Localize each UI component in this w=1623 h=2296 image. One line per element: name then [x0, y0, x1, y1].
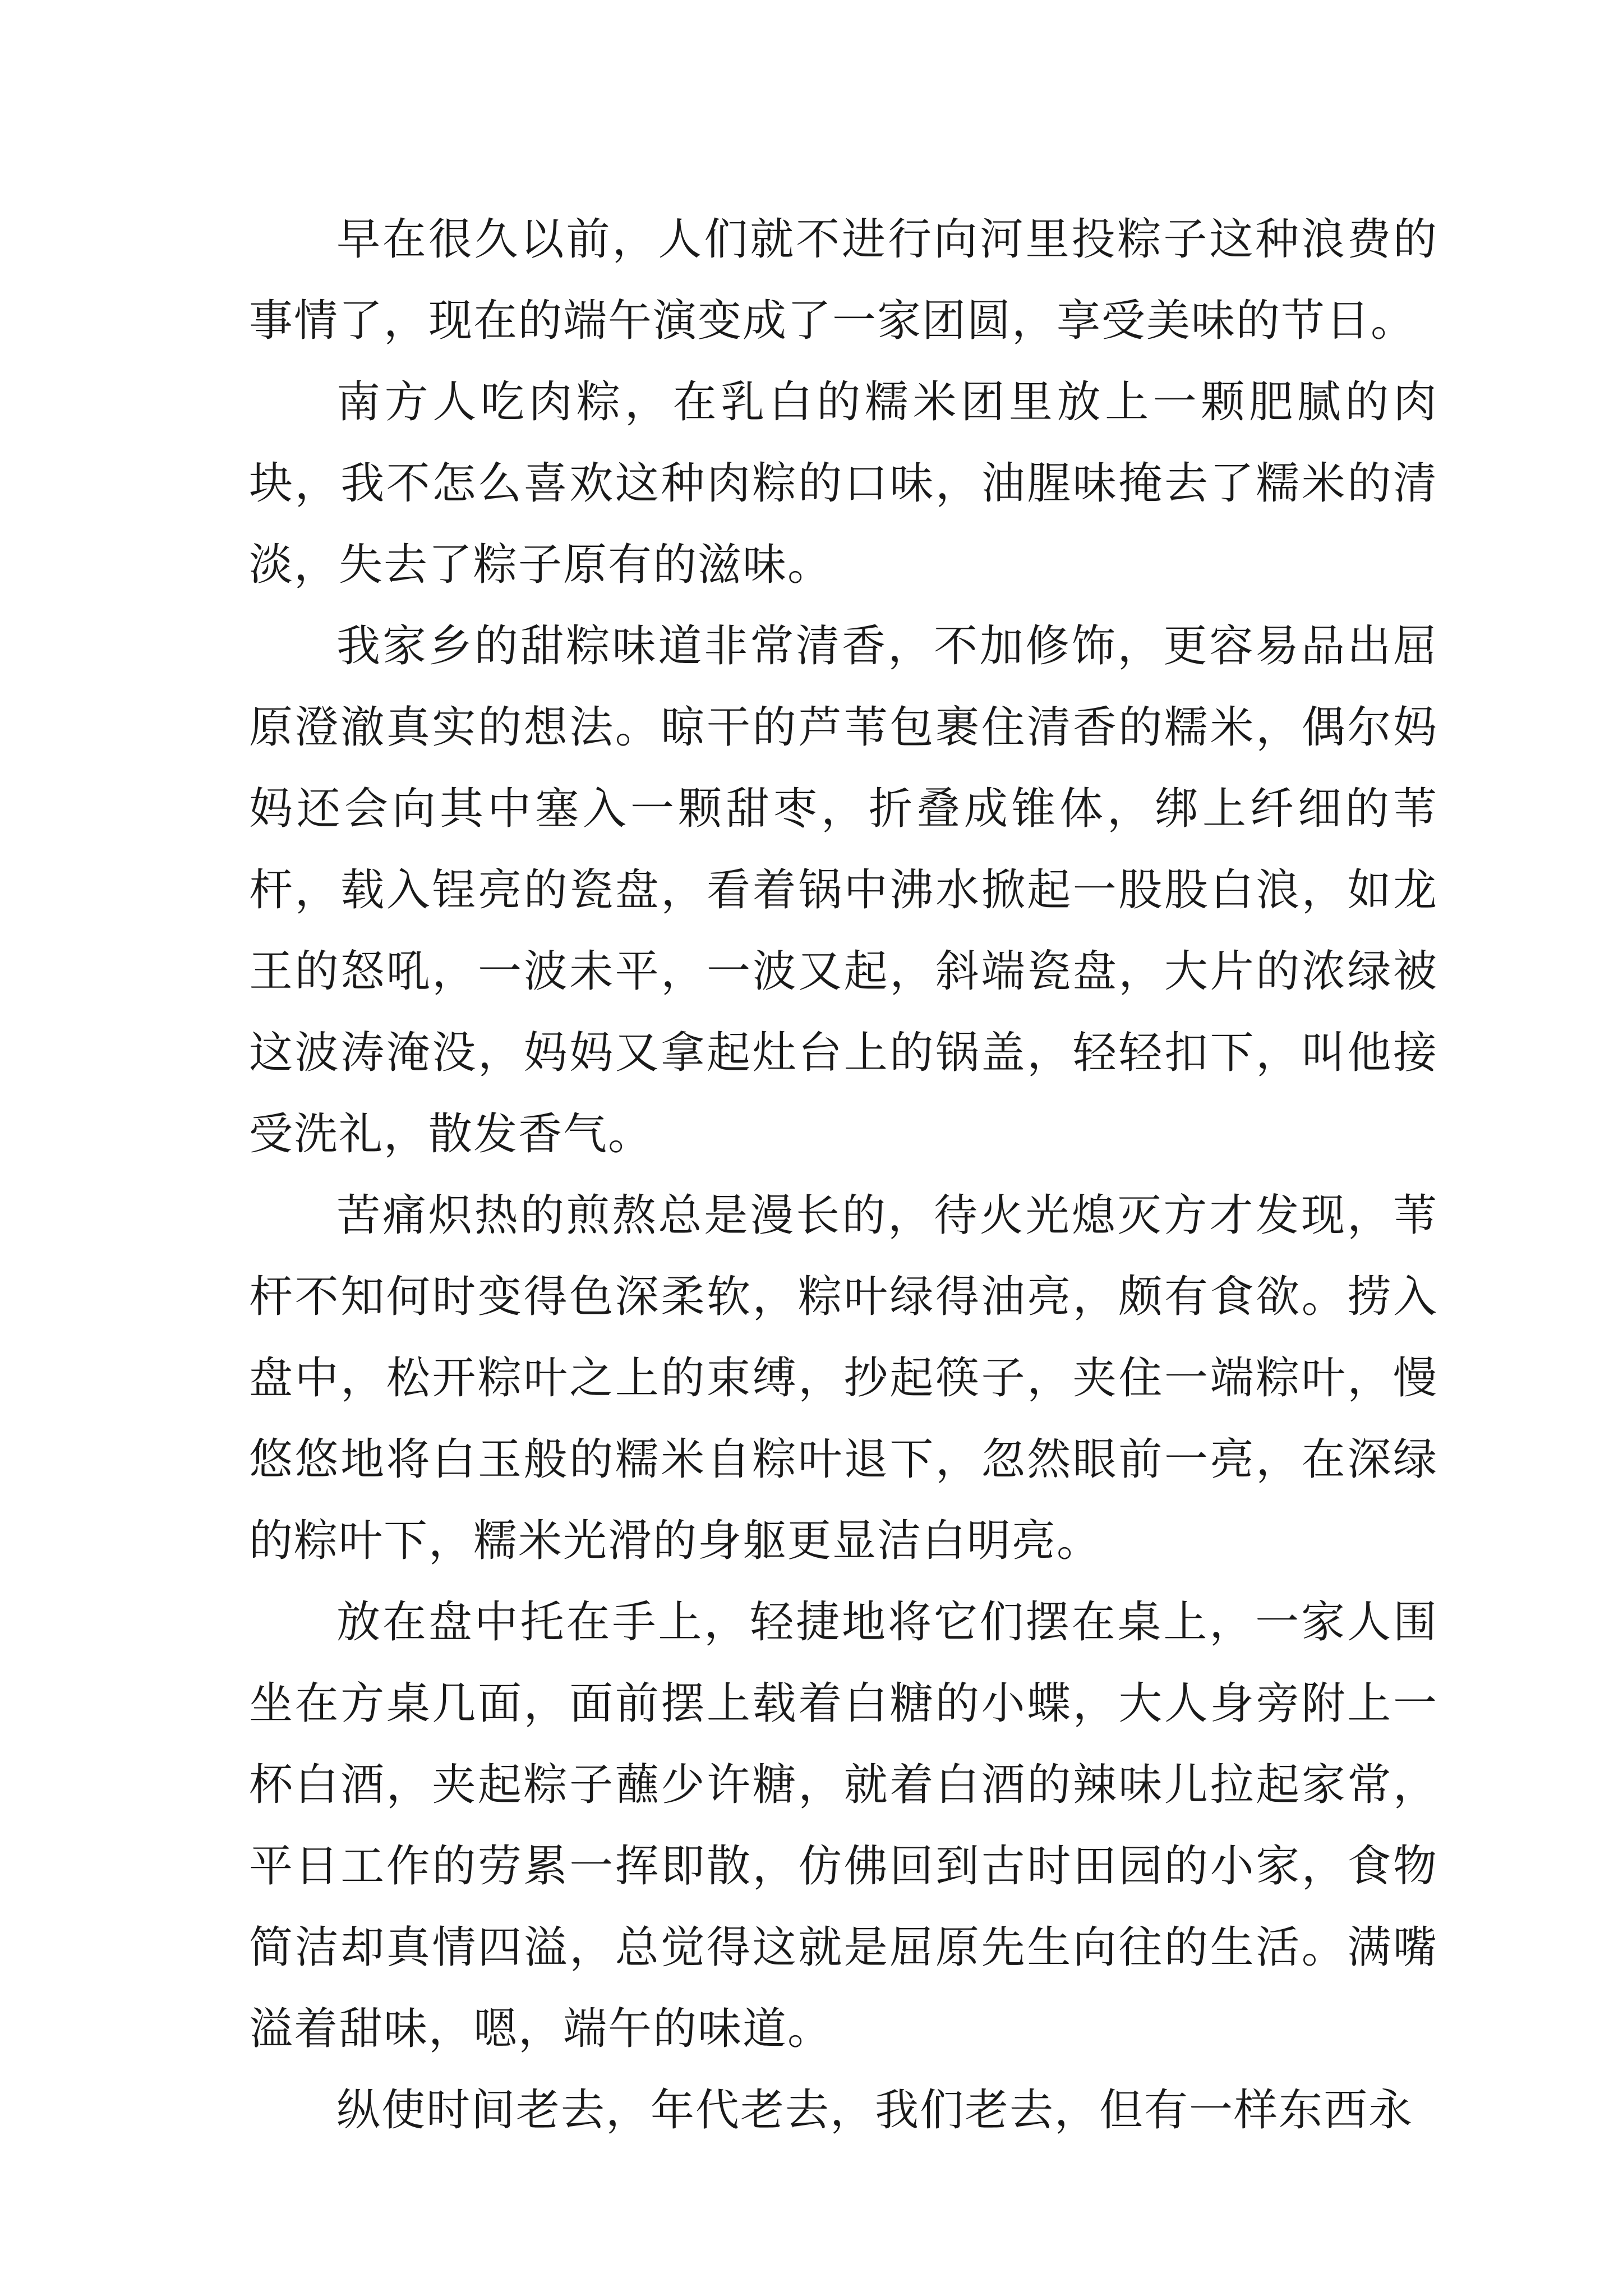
paragraph-4: 苦痛炽热的煎熬总是漫长的，待火光熄灭方才发现，苇杆不知何时变得色深柔软，粽叶绿得油亮，颇有食欲。捞入盘中，松开粽叶之上的束缚，抄起筷子，夹住一端粽叶，慢悠悠地将白玉般的糯米自粽叶退下，忽然眼前一亮，在深绿的粽叶下，糯米光滑的身躯更显洁白明亮。	[249, 1190, 1438, 1566]
paragraph-2: 南方人吃肉粽，在乳白的糯米团里放上一颗肥腻的肉块，我不怎么喜欢这种肉粽的口味，油腥味掩去了糯米的清淡，失去了粽子原有的滋味。	[249, 377, 1438, 590]
paragraph-5: 放在盘中托在手上，轻捷地将它们摆在桌上，一家人围坐在方桌几面，面前摆上载着白糖的小蝶，大人身旁附上一杯白酒，夹起粽子蘸少许糖，就着白酒的辣味儿拉起家常，平日工作的劳累一挥即散，仿佛回到古时田园的小家，食物简洁却真情四溢，总觉得这就是屈原先生向往的生活。满嘴溢着甜味，嗯，端午的味道。	[249, 1597, 1438, 2054]
paragraph-3: 我家乡的甜粽味道非常清香，不加修饰，更容易品出屈原澄澈真实的想法。晾干的芦苇包裹住清香的糯米，偶尔妈妈还会向其中塞入一颗甜枣，折叠成锥体，绑上纤细的苇杆，载入锃亮的瓷盘，看着锅中沸水掀起一股股白浪，如龙王的怒吼，一波未平，一波又起，斜端瓷盘，大片的浓绿被这波涛淹没，妈妈又拿起灶台上的锅盖，轻轻扣下，叫他接受洗礼，散发香气。	[249, 621, 1438, 1159]
article-body	[249, 199, 1438, 2151]
paragraph-1: 早在很久以前，人们就不进行向河里投粽子这种浪费的事情了，现在的端午演变成了一家团圆，享受美味的节日。	[249, 214, 1438, 346]
paragraph-6: 纵使时间老去，年代老去，我们老去，但有一样东西永	[336, 2085, 1414, 2136]
